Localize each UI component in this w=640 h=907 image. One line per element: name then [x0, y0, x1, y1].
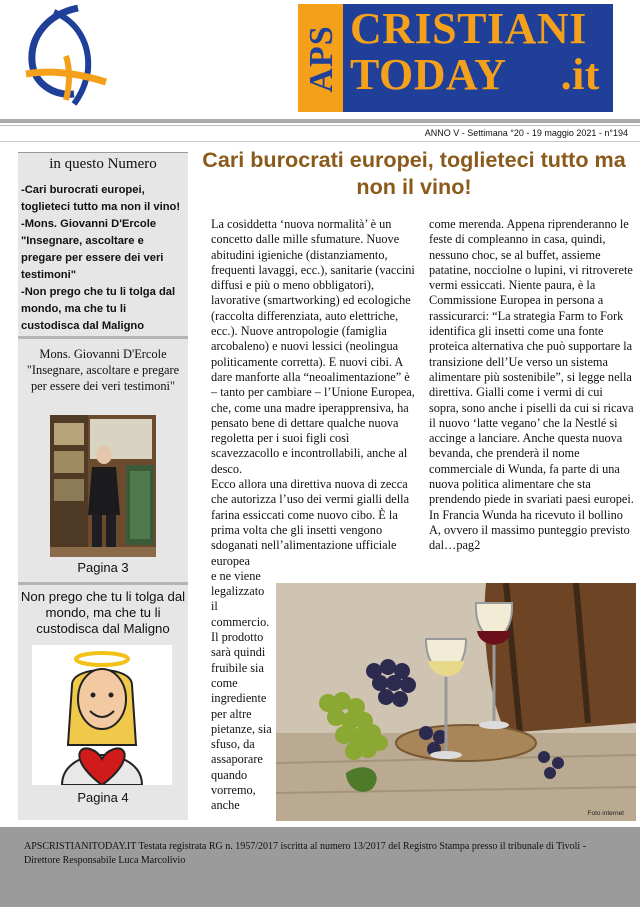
brand-title — [350, 6, 610, 98]
sidebar-divider — [18, 582, 188, 585]
teaser-dercole-page[interactable]: Pagina 3 — [77, 560, 129, 575]
sidebar-title: in questo Numero — [49, 156, 157, 172]
wine-grapes-photo — [276, 583, 636, 821]
wine-illustration — [276, 583, 636, 821]
teaser-maligno-page[interactable]: Pagina 4 — [77, 790, 129, 805]
fish-cross-logo — [18, 4, 110, 108]
brand-aps-label: APS — [303, 25, 340, 93]
toc-item[interactable]: -Non prego che tu li tolga dal mondo, ma che tu li custodisca dal Maligno — [21, 286, 176, 332]
issue-line: ANNO V - Settimana °20 - 19 maggio 2021 - n°194 — [424, 128, 628, 138]
masthead — [0, 0, 640, 118]
article-paragraph: Ecco allora una direttiva nuova di zecca che autorizza l’uso dei vermi gialli della farina essiccati come nuovo cibo. È la prima volta che gli insetti vengono sdoganati nell’alimentazione ufficiale europea — [211, 477, 410, 568]
sidebar-top-rule — [18, 152, 188, 153]
header-divider — [0, 119, 640, 123]
article-column-2 — [429, 217, 634, 554]
footer — [0, 827, 640, 907]
brand-line1: CRISTIANI — [350, 4, 587, 53]
article-paragraph-wrap: e ne viene legalizzato il commercio. Il prodotto sarà quindi fruibile sia come ingrediente per altre pietanze, sia sfuso, da assaporare quando vorremo, anche — [211, 568, 272, 813]
footer-legal-text: APSCRISTIANITODAY.IT Testata registrata RG n. 1957/2017 iscritta al numero 13/2017 del Registro Stampa presso il tribunale di Tivoli - Direttore Responsabile Luca Marcolivio — [24, 841, 587, 866]
brand-aps-block — [298, 4, 343, 112]
dercole-photo — [50, 415, 156, 557]
brand-line2: TODAY — [350, 50, 507, 99]
article-headline: Cari burocrati europei, toglieteci tutto ma non il vino! — [202, 147, 626, 199]
article-paragraph: come merenda. Appena riprenderanno le feste di compleanno in casa, quindi, nessuno choc, se al buffet, assieme patatine, nocciolne o lupini, vi ritroverete vermi essiccati. Niente paura, è la Commissione Europea in persona a rassicurarci: “La strategia Farm to Fork identifica gli insetti come una fonte proteica alternativa che può supportare la transizione dell’Ue verso un sistema alimentare più sostenibile”, si legge nella direttiva. Gialli come i vermi di cui sopra, sono anche i piselli da cui si ricava il nuovo ‘latte vegano’ che la Nestlé si accinge a lanciare. Anche questa nuova bevanda, che prenderà il nome commerciale di Wunda, fa parte di una nuova politica alimentare che sta prendendo piede in svariati paesi europei. — [429, 217, 634, 507]
teaser-dercole-title[interactable]: Mons. Giovanni D'Ercole "Insegnare, ascoltare e pregare per essere dei veri testimoni" — [26, 347, 180, 393]
header-divider-thin — [0, 125, 640, 126]
photo-credit: Foto internet — [587, 810, 624, 817]
table-of-contents — [21, 182, 187, 335]
teaser-maligno-title[interactable]: Non prego che tu li tolga dal mondo, ma che tu li custodisca dal Maligno — [20, 589, 186, 636]
issue-divider — [0, 141, 640, 142]
brand-tld: .it — [560, 50, 600, 99]
toc-item[interactable]: -Mons. Giovanni D'Ercole "Insegnare, ascoltare e pregare per essere dei veri testimoni" — [21, 218, 164, 281]
sidebar — [18, 152, 188, 820]
sidebar-divider — [18, 336, 188, 339]
article-paragraph: In Francia Wunda ha ricevuto il bollino A, ovvero il massimo punteggio previsto dal…pag2 — [429, 507, 630, 553]
brand-banner — [298, 4, 613, 112]
toc-item[interactable]: -Cari burocrati europei, toglieteci tutto ma non il vino! — [21, 184, 181, 213]
jesus-cartoon — [32, 645, 172, 785]
article-paragraph: La cosiddetta ‘nuova normalità’ è un concetto dalle mille sfumature. Nuove abitudini igieniche (distanziamento, frequenti lavaggi, ecc.), sanitarie (vaccini diffusi e più o meno obbligatori), lavorative (smartworking) ed ecologiche (raccolta differenziata, auto elettriche, ecc.). Nuove antropologie (famiglia arcobaleno) e nuovi lessici (neolingua politicamente corretta). E nuovi cibi. A dare manforte alla “neoalimentazione” è – tanto per cambiare – l’Unione Europea, che, come una madre iperapprensiva, ha pensato bene di dettare qualche nuova regoletta per i suoi figli così scavezzacollo e incontrollabili, anche al desco. — [211, 217, 415, 476]
